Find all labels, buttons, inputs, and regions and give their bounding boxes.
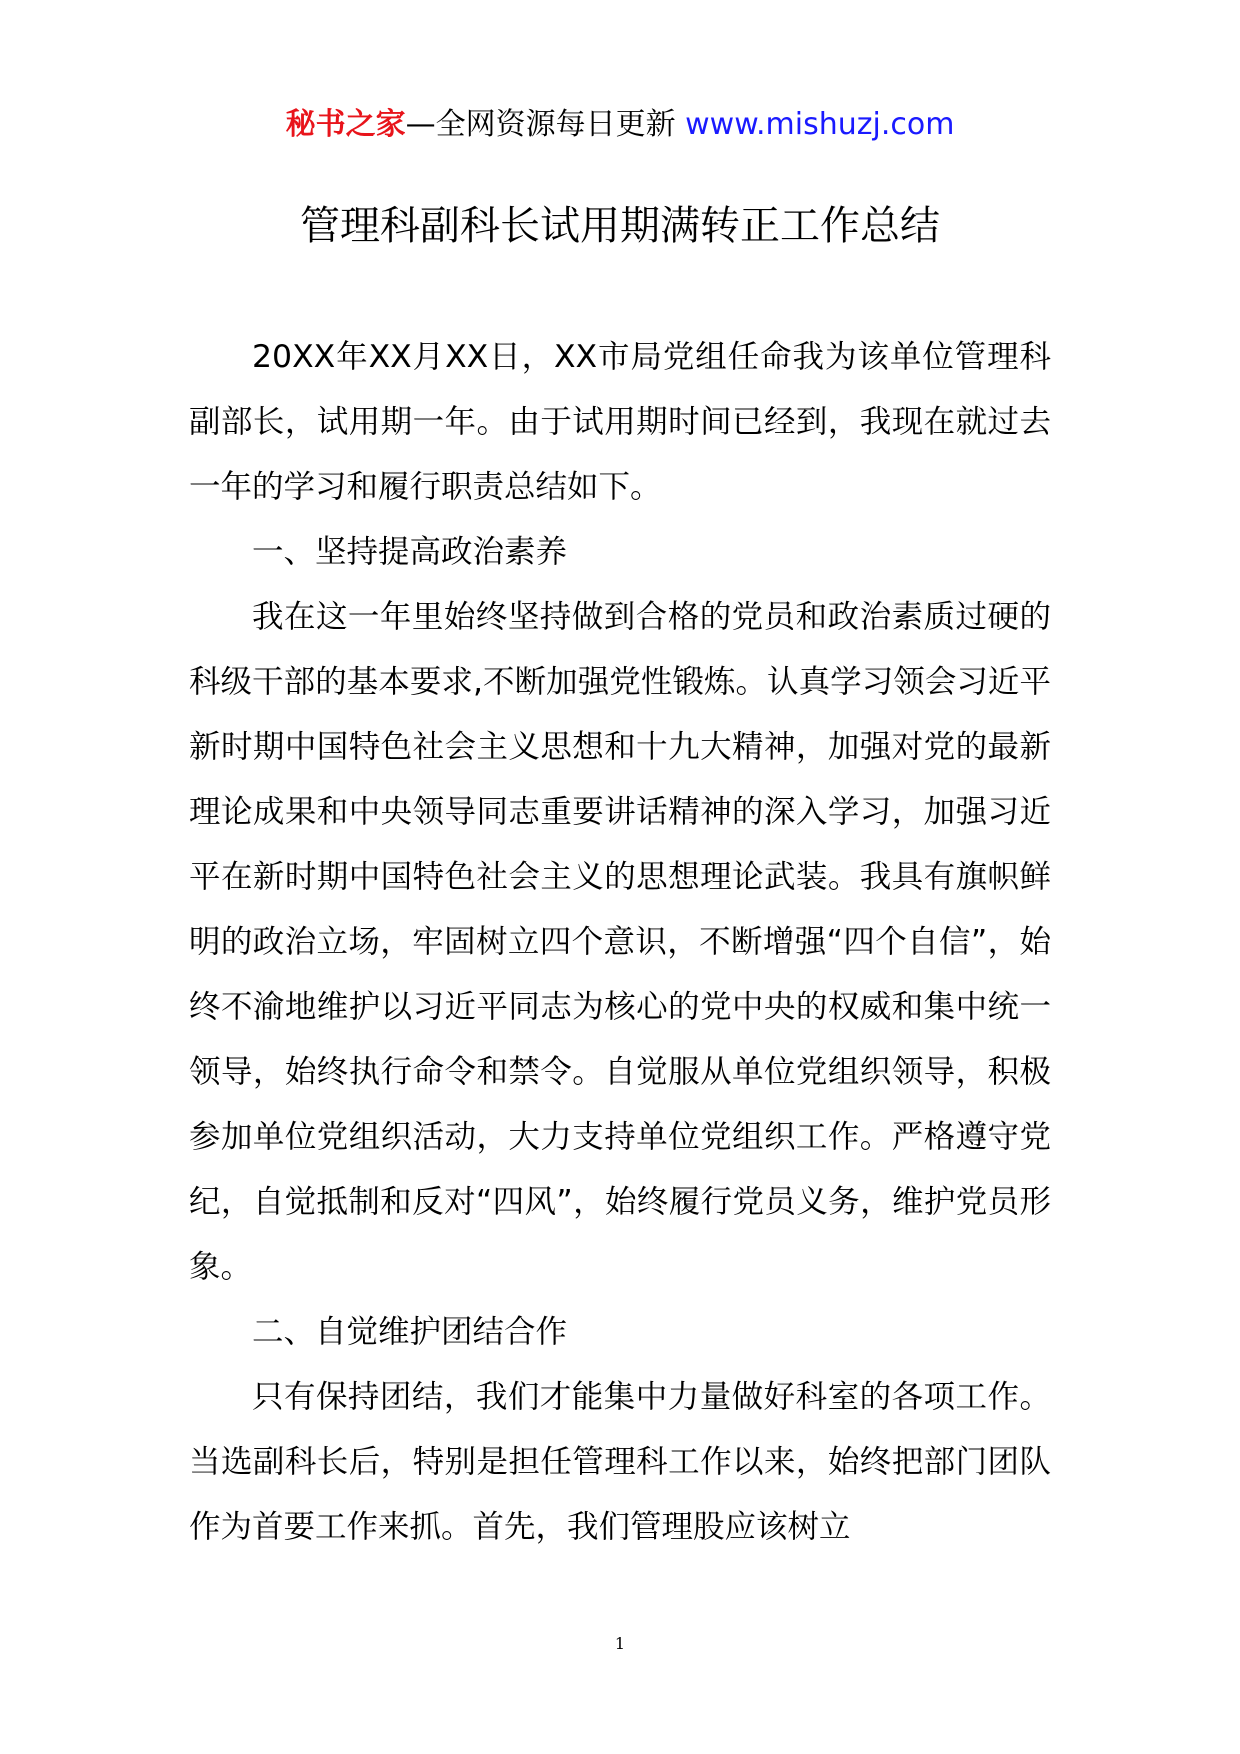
section-heading-1: 一、坚持提高政治素养 <box>252 534 568 570</box>
section-2-paragraph: 只有保持团结，我们才能集中力量做好科室的各项工作。当选副科长后，特别是担任管理科工作以来，始终把部门团队作为首要工作来抓。首先，我们管理股应该树立 <box>189 1379 1051 1545</box>
page-number: 1 <box>614 1634 626 1653</box>
brand-name: 秘书之家 <box>285 107 406 142</box>
site-header <box>0 100 1240 150</box>
document-title: 管理科副科长试用期满转正工作总结 <box>300 203 940 249</box>
document-body <box>189 325 1051 1560</box>
section-1-paragraph: 我在这一年里始终坚持做到合格的党员和政治素质过硬的科级干部的基本要求,不断加强党性锻炼。认真学习领会习近平新时期中国特色社会主义思想和十九大精神，加强对党的最新理论成果和中央领导同志重要讲话精神的深入学习，加强习近平在新时期中国特色社会主义的思想理论武装。我具有旗帜鲜明的政治立场，牢固树立四个意识，不断增强“四个自信”，始终不渝地维护以习近平同志为核心的党中央的权威和集中统一领导，始终执行命令和禁令。自觉服从单位党组织领导，积极参加单位党组织活动，大力支持单位党组织工作。严格遵守党纪，自觉抵制和反对“四风”，始终履行党员义务，维护党员形象。 <box>189 599 1051 1285</box>
site-url-link[interactable]: www.mishuzj.com <box>685 107 955 142</box>
section-heading-2: 二、自觉维护团结合作 <box>252 1314 568 1350</box>
intro-paragraph: 20XX年XX月XX日，XX市局党组任命我为该单位管理科副部长，试用期一年。由于试用期时间已经到，我现在就过去一年的学习和履行职责总结如下。 <box>189 339 1051 505</box>
header-tagline: —全网资源每日更新 <box>405 107 676 142</box>
